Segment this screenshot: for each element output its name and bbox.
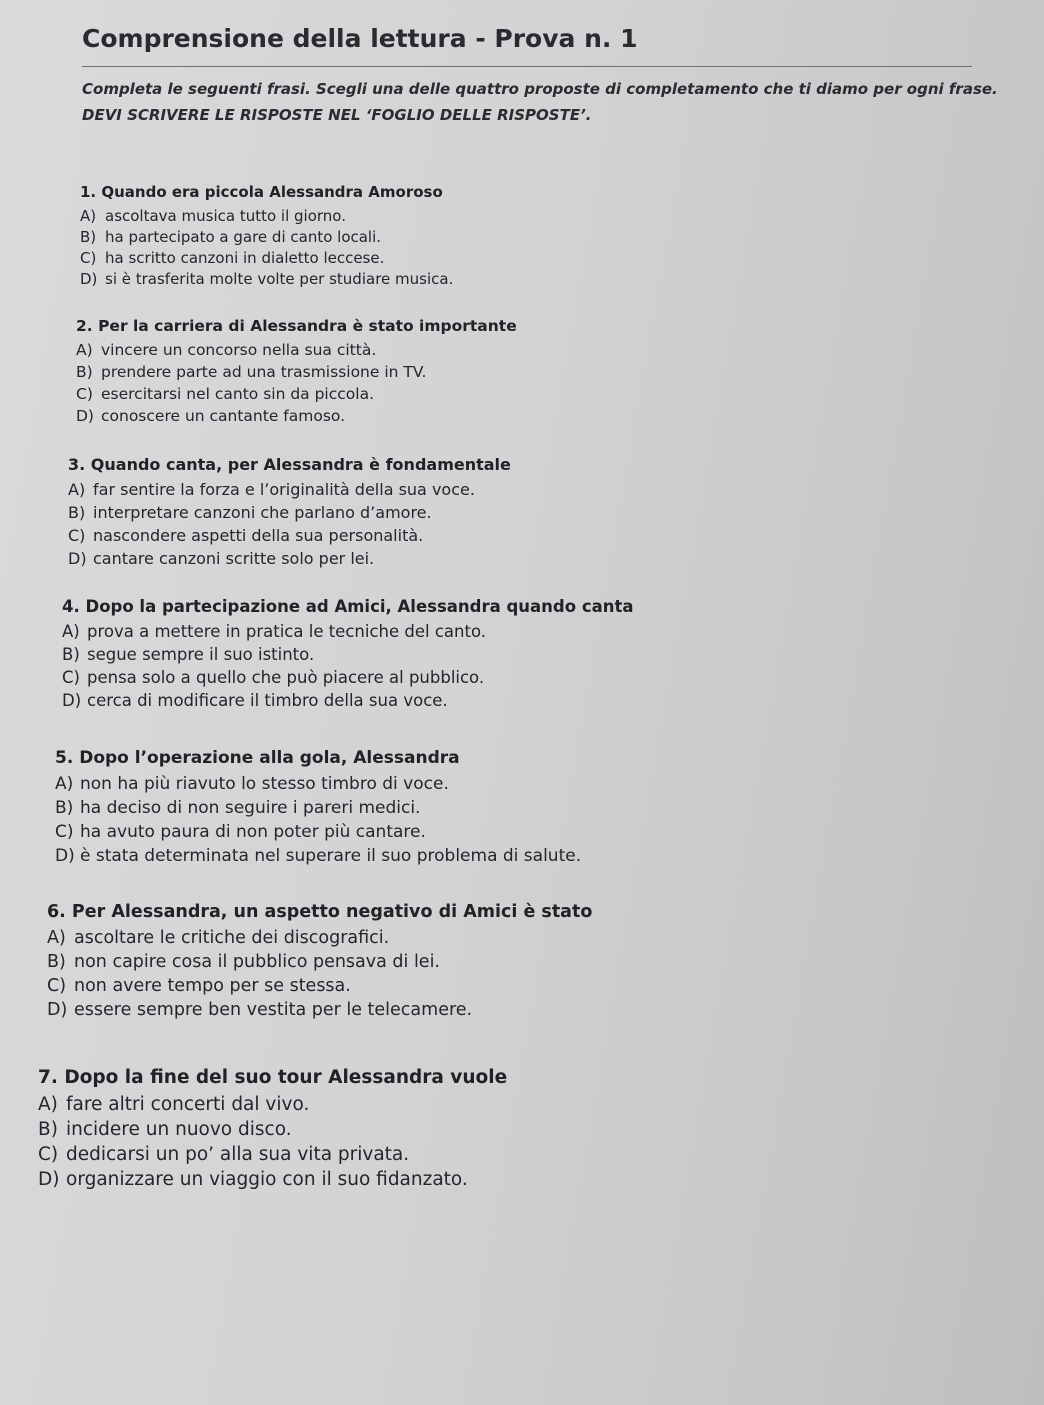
option-text: cerca di modificare il timbro della sua voce.	[87, 691, 448, 710]
option-letter: D)	[47, 1000, 68, 1020]
question-stem: 3. Quando canta, per Alessandra è fondamentale	[68, 455, 511, 474]
option-letter: B)	[68, 503, 86, 522]
option-d	[76, 407, 517, 425]
question-stem: 4. Dopo la partecipazione ad Amici, Alessandra quando canta	[62, 597, 634, 616]
option-text: vincere un concorso nella sua città.	[101, 341, 377, 359]
option-letter: D)	[62, 691, 82, 710]
option-d	[55, 846, 581, 866]
option-letter: C)	[76, 385, 93, 403]
option-c	[38, 1144, 507, 1165]
option-c	[76, 385, 517, 403]
option-letter: A)	[80, 207, 97, 225]
option-c	[47, 976, 592, 996]
option-letter: C)	[38, 1144, 59, 1165]
option-letter: D)	[55, 846, 75, 866]
option-letter: D)	[80, 270, 98, 288]
option-text: non capire cosa il pubblico pensava di lei.	[74, 952, 440, 972]
question-stem: 6. Per Alessandra, un aspetto negativo di Amici è stato	[47, 902, 593, 922]
option-letter: B)	[76, 363, 93, 381]
option-text: prendere parte ad una trasmissione in TV.	[101, 363, 427, 381]
option-text: dedicarsi un po’ alla sua vita privata.	[66, 1144, 410, 1165]
option-letter: D)	[68, 549, 87, 568]
instructions-line-1: Completa le seguenti frasi. Scegli una delle quattro proposte di completamento che ti diamo per ogni frase.	[82, 80, 998, 98]
option-text: ascoltare le critiche dei discografici.	[74, 928, 390, 948]
question-6	[47, 902, 592, 1020]
option-letter: C)	[55, 822, 74, 842]
option-text: organizzare un viaggio con il suo fidanzato.	[66, 1169, 468, 1190]
option-letter: B)	[47, 952, 66, 972]
option-letter: A)	[47, 928, 66, 948]
question-3	[68, 455, 511, 568]
option-letter: A)	[55, 774, 74, 794]
option-text: conoscere un cantante famoso.	[101, 407, 346, 425]
option-a	[68, 480, 511, 499]
option-a	[76, 341, 517, 359]
option-text: ha avuto paura di non poter più cantare.	[80, 822, 426, 842]
option-b	[76, 363, 517, 381]
question-7	[38, 1067, 507, 1190]
option-text: essere sempre ben vestita per le telecamere.	[74, 1000, 473, 1020]
question-stem: 1. Quando era piccola Alessandra Amoroso	[80, 183, 443, 201]
option-c	[68, 526, 511, 545]
option-a	[47, 928, 592, 948]
option-b	[62, 645, 634, 664]
option-text: segue sempre il suo istinto.	[87, 645, 315, 664]
option-d	[80, 270, 453, 288]
option-text: prova a mettere in pratica le tecniche del canto.	[87, 622, 486, 641]
option-letter: B)	[55, 798, 74, 818]
question-stem: 5. Dopo l’operazione alla gola, Alessandra	[55, 748, 460, 768]
option-text: non ha più riavuto lo stesso timbro di voce.	[80, 774, 449, 794]
option-a	[62, 622, 634, 641]
option-letter: B)	[62, 645, 80, 664]
option-letter: B)	[80, 228, 97, 246]
option-letter: C)	[47, 976, 67, 996]
option-text: ha partecipato a gare di canto locali.	[105, 228, 382, 246]
option-text: ha deciso di non seguire i pareri medici.	[80, 798, 421, 818]
question-stem: 2. Per la carriera di Alessandra è stato importante	[76, 317, 517, 335]
page-title: Comprensione della lettura - Prova n. 1	[82, 24, 638, 53]
option-text: non avere tempo per se stessa.	[74, 976, 351, 996]
option-letter: D)	[38, 1169, 60, 1190]
option-a	[38, 1094, 507, 1115]
option-text: cantare canzoni scritte solo per lei.	[93, 549, 375, 568]
question-5	[55, 748, 581, 866]
option-text: incidere un nuovo disco.	[66, 1119, 292, 1140]
option-a	[55, 774, 581, 794]
option-letter: C)	[62, 668, 80, 687]
option-c	[62, 668, 634, 687]
option-text: è stata determinata nel superare il suo problema di salute.	[80, 846, 582, 866]
option-letter: D)	[76, 407, 94, 425]
option-letter: C)	[80, 249, 97, 267]
option-letter: A)	[38, 1094, 58, 1115]
option-c	[80, 249, 453, 267]
question-2	[76, 317, 517, 425]
option-text: esercitarsi nel canto sin da piccola.	[101, 385, 374, 403]
option-text: si è trasferita molte volte per studiare musica.	[105, 270, 454, 288]
option-b	[38, 1119, 507, 1140]
option-b	[47, 952, 592, 972]
option-text: far sentire la forza e l’originalità della sua voce.	[93, 480, 475, 499]
question-4	[62, 597, 634, 710]
option-text: interpretare canzoni che parlano d’amore.	[93, 503, 432, 522]
option-letter: C)	[68, 526, 86, 545]
option-b	[80, 228, 453, 246]
option-b	[68, 503, 511, 522]
option-text: fare altri concerti dal vivo.	[66, 1094, 310, 1115]
instructions-line-2: DEVI SCRIVERE LE RISPOSTE NEL ‘FOGLIO DELLE RISPOSTE’.	[82, 106, 592, 124]
option-text: pensa solo a quello che può piacere al pubblico.	[87, 668, 485, 687]
title-underline	[82, 66, 972, 67]
option-letter: A)	[76, 341, 93, 359]
option-d	[68, 549, 511, 568]
option-a	[80, 207, 453, 225]
option-letter: B)	[38, 1119, 58, 1140]
option-text: ha scritto canzoni in dialetto leccese.	[105, 249, 385, 267]
option-d	[47, 1000, 592, 1020]
option-d	[62, 691, 634, 710]
option-c	[55, 822, 581, 842]
question-1	[80, 183, 453, 288]
option-letter: A)	[62, 622, 80, 641]
option-d	[38, 1169, 507, 1190]
option-text: ascoltava musica tutto il giorno.	[105, 207, 346, 225]
question-stem: 7. Dopo la fine del suo tour Alessandra vuole	[38, 1067, 508, 1088]
option-text: nascondere aspetti della sua personalità.	[93, 526, 424, 545]
option-b	[55, 798, 581, 818]
option-letter: A)	[68, 480, 86, 499]
